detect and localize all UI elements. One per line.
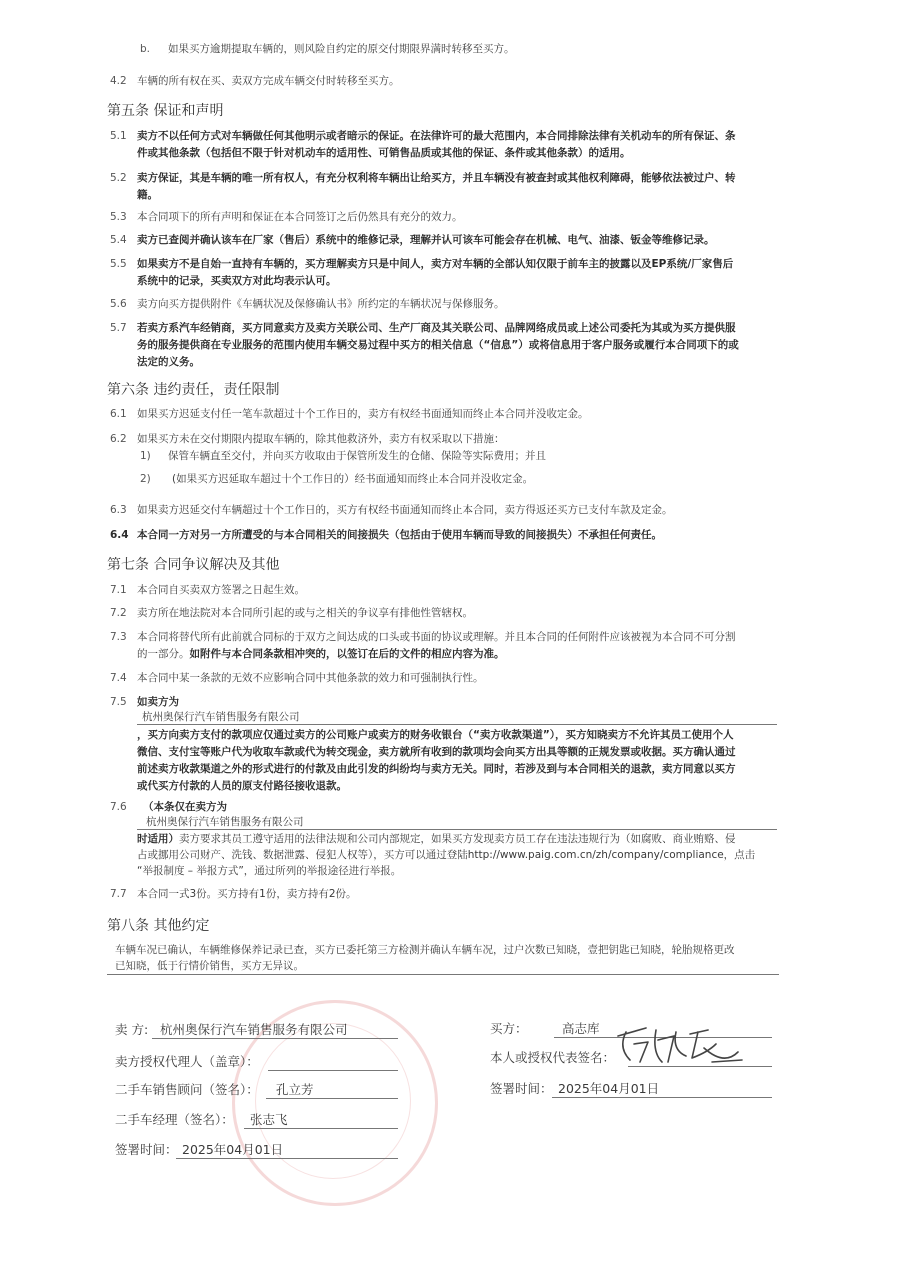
clause-text: 前述卖方收款渠道之外的形式进行的付款及由此引发的纠纷均与卖方无关。同时，若涉及到与本合同相关的退款，卖方同意以买方 bbox=[137, 763, 736, 775]
clause-text: 如卖方为 bbox=[137, 696, 179, 708]
buyer-label: 买方： bbox=[490, 1021, 528, 1036]
advisor-name: 孔立芳 bbox=[276, 1082, 314, 1097]
sub-number: 1) bbox=[140, 450, 151, 462]
clause-text: 或代买方付款的人员的原支付路径接收退款。 bbox=[137, 780, 347, 792]
seller-name: 杭州奥保行汽车销售服务有限公司 bbox=[160, 1022, 348, 1037]
clause-text: 法定的义务。 bbox=[137, 356, 200, 368]
filled-company-name: 杭州奥保行汽车销售服务有限公司 bbox=[142, 711, 300, 723]
seller-line bbox=[152, 1038, 398, 1039]
clause-text: ，买方向卖方支付的款项应仅通过卖方的公司账户或卖方的财务收银台（“卖方收款渠道”），买方知晓卖方不允许其员工使用个人 bbox=[137, 729, 734, 741]
clause-number: 6.2 bbox=[110, 433, 127, 445]
clause-text: 件或其他条款（包括但不限于针对机动车的适用性、可销售品质或其他的保证、条件或其他条款）的适用。 bbox=[137, 147, 631, 159]
clause-text: 卖方向买方提供附件《车辆状况及保修确认书》所约定的车辆状况与保修服务。 bbox=[137, 298, 505, 310]
section-heading: 第八条 其他约定 bbox=[107, 918, 210, 934]
clause-text: 卖方不以任何方式对车辆做任何其他明示或者暗示的保证。在法律许可的最大范围内，本合同排除法律有关机动车的所有保证、条 bbox=[137, 130, 736, 142]
clause-number: 5.5 bbox=[110, 258, 127, 270]
clause-text: (如果买方迟延取车超过十个工作日的）经书面通知而终止本合同并没收定金。 bbox=[172, 473, 534, 485]
clause-text: 若卖方系汽车经销商，买方同意卖方及卖方关联公司、生产厂商及其关联公司、品牌网络成员或上述公司委托为其或为买方提供服 bbox=[137, 322, 736, 334]
clause-text bbox=[137, 831, 736, 847]
clause-text-bold: 如附件与本合同条款相冲突的，以签订在后的文件的相应内容为准。 bbox=[189, 648, 505, 660]
clause-number: 7.7 bbox=[110, 888, 127, 900]
clause-text: 卖方已查阅并确认该车在厂家（售后）系统中的维修记录，理解并认可该车可能会存在机械、电气、油漆、钣金等维修记录。 bbox=[137, 234, 715, 246]
buyer-date-label: 签署时间： bbox=[490, 1081, 553, 1096]
clause-text: 本合同一式3份。买方持有1份，卖方持有2份。 bbox=[137, 888, 357, 900]
clause-text: 本合同一方对另一方所遭受的与本合同相关的间接损失（包括由于使用车辆而导致的间接损失）不承担任何责任。 bbox=[137, 529, 662, 541]
clause-text: 卖方保证，其是车辆的唯一所有权人，有充分权利将车辆出让给买方，并且车辆没有被查封或其他权利障碍，能够依法被过户、转 bbox=[137, 172, 736, 184]
clause-text: 占或挪用公司财产、洗钱、数据泄露、侵犯人权等），买方可以通过登陆http://www.paig.com.cn/zh/company/compliance，点击 bbox=[137, 849, 756, 861]
clause-text: 系统中的记录，买卖双方对此均表示认可。 bbox=[137, 275, 337, 287]
other-terms-underline bbox=[107, 974, 779, 975]
rep-label: 本人或授权代表签名： bbox=[490, 1050, 616, 1065]
advisor-line bbox=[266, 1098, 398, 1099]
clause-text: 车辆的所有权在买、卖双方完成车辆交付时转移至买方。 bbox=[137, 75, 400, 87]
clause-text bbox=[137, 646, 505, 662]
clause-text-plain: 的一部分。 bbox=[137, 648, 190, 660]
clause-number: 7.3 bbox=[110, 631, 127, 643]
clause-number: 5.4 bbox=[110, 234, 127, 246]
manager-label: 二手车经理（签名）： bbox=[115, 1112, 234, 1127]
clause-number: 5.1 bbox=[110, 130, 127, 142]
clause-number: 6.3 bbox=[110, 504, 127, 516]
buyer-date: 2025年04月01日 bbox=[558, 1081, 660, 1096]
seller-label: 卖 方: bbox=[115, 1022, 149, 1037]
clause-text: 卖方所在地法院对本合同所引起的或与之相关的争议享有排他性管辖权。 bbox=[137, 607, 473, 619]
fill-line bbox=[137, 724, 777, 725]
manager-line bbox=[244, 1128, 398, 1129]
clause-text: 微信、支付宝等账户代为收取车款或代为转交现金，卖方就所有收到的款项均会向买方出具等额的正规发票或收据。买方确认通过 bbox=[137, 746, 736, 758]
seller-date: 2025年04月01日 bbox=[182, 1142, 284, 1157]
clause-number: 7.2 bbox=[110, 607, 127, 619]
clause-text: 保管车辆直至交付，并向买方收取由于保管所发生的仓储、保险等实际费用；并且 bbox=[168, 450, 546, 462]
clause-number: 7.6 bbox=[110, 801, 127, 813]
clause-text: 籍。 bbox=[137, 189, 158, 201]
clause-text: 如果买方未在交付期限内提取车辆的，除其他救济外，卖方有权采取以下措施： bbox=[137, 433, 505, 445]
fill-line bbox=[137, 829, 777, 830]
clause-text: 如果卖方不是自始一直持有车辆的，买方理解卖方只是中间人，卖方对车辆的全部认知仅限于前车主的披露以及EP系统/厂家售后 bbox=[137, 258, 734, 270]
clause-text: 本合同项下的所有声明和保证在本合同签订之后仍然具有充分的效力。 bbox=[137, 211, 463, 223]
clause-number: 7.5 bbox=[110, 696, 127, 708]
other-terms-text: 已知晓，低于行情价销售，买方无异议。 bbox=[115, 960, 304, 972]
section-heading: 第五条 保证和声明 bbox=[107, 103, 224, 119]
buyer-name: 高志库 bbox=[562, 1021, 600, 1036]
clause-text: 本合同将替代所有此前就合同标的于双方之间达成的口头或书面的协议或理解。并且本合同的任何附件应该被视为本合同不可分割 bbox=[137, 631, 736, 643]
seller-date-line bbox=[176, 1158, 398, 1159]
clause-number: 6.1 bbox=[110, 408, 127, 420]
clause-text-bold: 时适用） bbox=[137, 833, 179, 845]
clause-text: 本合同自买卖双方签署之日起生效。 bbox=[137, 584, 305, 596]
clause-text: 如果卖方迟延交付车辆超过十个工作日的，买方有权经书面通知而终止本合同，卖方得返还买方已支付车款及定金。 bbox=[137, 504, 673, 516]
filled-company-name: 杭州奥保行汽车销售服务有限公司 bbox=[146, 816, 304, 828]
clause-number: 5.6 bbox=[110, 298, 127, 310]
clause-number: 5.7 bbox=[110, 322, 127, 334]
clause-number: 4.2 bbox=[110, 75, 127, 87]
clause-number: 5.3 bbox=[110, 211, 127, 223]
other-terms-text: 车辆车况已确认，车辆维修保养记录已查，买方已委托第三方检测并确认车辆车况，过户次数已知晓，壹把钥匙已知晓，轮胎规格更改 bbox=[115, 944, 735, 956]
advisor-label: 二手车销售顾问（签名）： bbox=[115, 1082, 259, 1097]
handwritten-signature bbox=[612, 1022, 752, 1070]
clause-number: 7.1 bbox=[110, 584, 127, 596]
agent-label: 卖方授权代理人（盖章）： bbox=[115, 1054, 259, 1069]
clause-number: 5.2 bbox=[110, 172, 127, 184]
clause-text: 务的服务提供商在专业服务的范围内使用车辆交易过程中买方的相关信息（“信息”）或将信息用于客户服务或履行本合同项下的或 bbox=[137, 339, 739, 351]
clause-text: 如果买方迟延支付任一笔车款超过十个工作日的，卖方有权经书面通知而终止本合同并没收定金。 bbox=[137, 408, 589, 420]
clause-text: （本条仅在卖方为 bbox=[143, 801, 227, 813]
clause-text: “举报制度 – 举报方式”，通过所列的举报途径进行举报。 bbox=[137, 865, 402, 877]
clause-text: 本合同中某一条款的无效不应影响合同中其他条款的效力和可强制执行性。 bbox=[137, 672, 484, 684]
section-heading: 第七条 合同争议解决及其他 bbox=[107, 557, 280, 573]
manager-name: 张志飞 bbox=[250, 1112, 288, 1127]
section-heading: 第六条 违约责任，责任限制 bbox=[107, 382, 280, 398]
clause-number: b. bbox=[140, 43, 151, 55]
buyer-date-line bbox=[552, 1097, 772, 1098]
clause-number: 6.4 bbox=[110, 529, 129, 541]
seller-date-label: 签署时间： bbox=[115, 1142, 178, 1157]
clause-text-plain: 卖方要求其员工遵守适用的法律法规和公司内部规定，如果买方发现卖方员工存在违法违规行为（如腐败、商业贿赂、侵 bbox=[179, 833, 736, 845]
sub-number: 2) bbox=[140, 473, 151, 485]
agent-line bbox=[268, 1070, 398, 1071]
clause-text: 如果买方逾期提取车辆的，则风险自约定的原交付期限界满时转移至买方。 bbox=[168, 43, 515, 55]
clause-number: 7.4 bbox=[110, 672, 127, 684]
